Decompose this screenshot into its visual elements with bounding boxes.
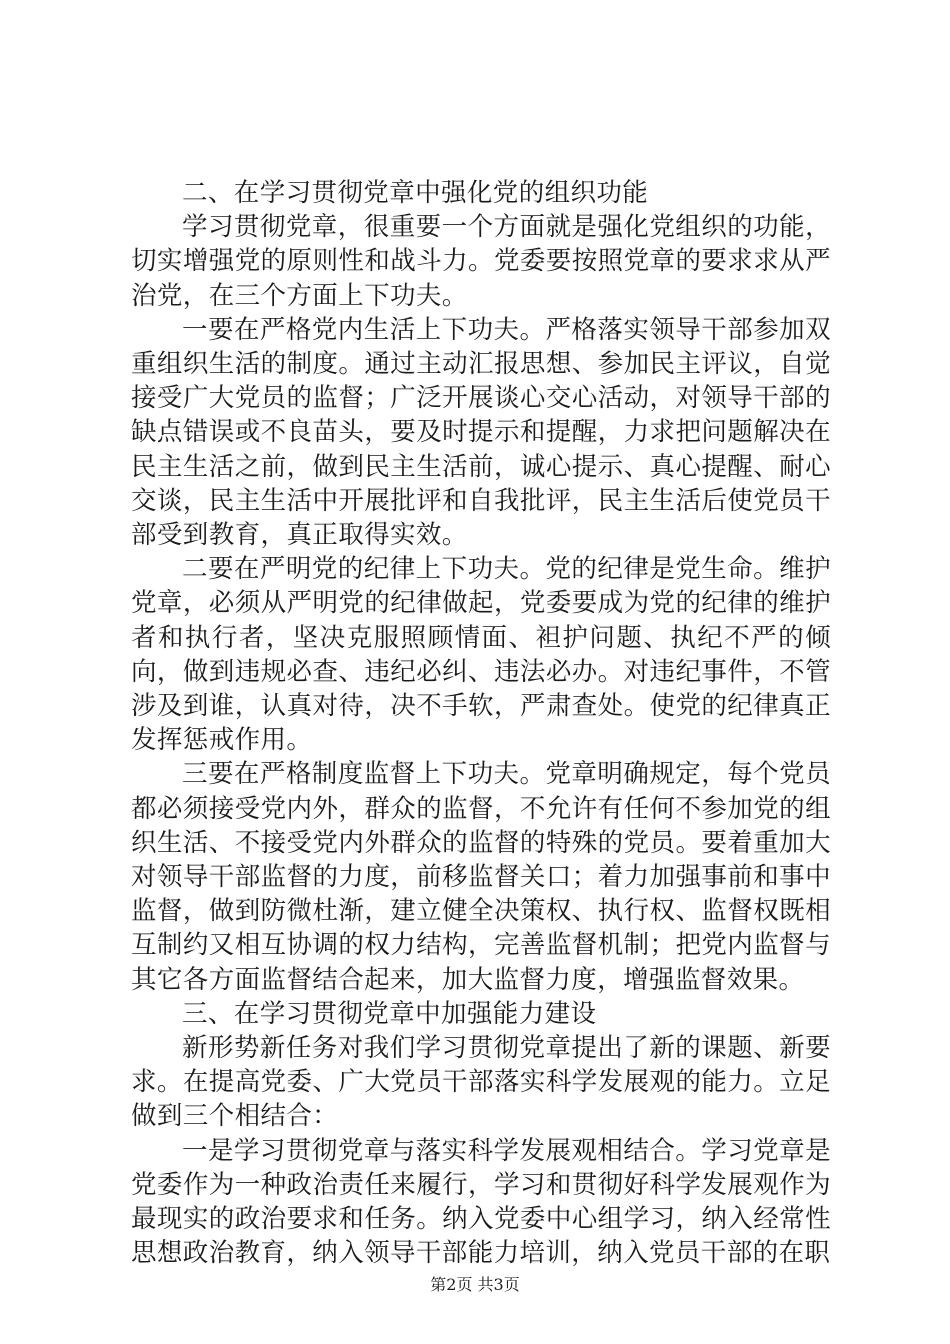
- paragraph-new-tasks: 新形势新任务对我们学习贯彻党章提出了新的课题、新要求。在提高党委、广大党员干部落实科学发展观的能力。立足做到三个相结合：: [131, 1033, 831, 1132]
- section-heading-2: 二、在学习贯彻党章中强化党的组织功能: [182, 178, 649, 208]
- paragraph-intro: 学习贯彻党章，很重要一个方面就是强化党组织的功能，切实增强党的原则性和战斗力。党委要按照党章的要求求从严治党，在三个方面上下功夫。: [131, 212, 831, 311]
- paragraph-point-2: 二要在严明党的纪律上下功夫。党的纪律是党生命。维护党章，必须从严明党的纪律做起，党委要成为党的纪律的维护者和执行者，坚决克服照顾情面、袒护问题、执纪不严的倾向，做到违规必查、违纪必纠、违法必办。对违纪事件，不管涉及到谁，认真对待，决不手软，严肃查处。使党的纪律真正发挥惩戒作用。: [131, 554, 831, 756]
- page-number-footer: 第2页 共3页: [430, 1275, 520, 1294]
- paragraph-combination-1: 一是学习贯彻党章与落实科学发展观相结合。学习党章是党委作为一种政治责任来履行，学习和贯彻好科学发展观作为最现实的政治要求和任务。纳入党委中心组学习，纳入经常性思想政治教育，纳入领导干部能力培训，纳入党员干部的在职: [131, 1135, 831, 1269]
- paragraph-point-3: 三要在严格制度监督上下功夫。党章明确规定，每个党员都必须接受党内外，群众的监督，不允许有任何不参加党的组织生活、不接受党内外群众的监督的特殊的党员。要着重加大对领导干部监督的力度，前移监督关口；着力加强事前和事中监督，做到防微杜渐，建立健全决策权、执行权、监督权既相互制约又相互协调的权力结构，完善监督机制；把党内监督与其它各方面监督结合起来，加大监督力度，增强监督效果。: [131, 759, 831, 995]
- document-body: [131, 176, 831, 1271]
- section-heading-3: 三、在学习贯彻党章中加强能力建设: [182, 998, 597, 1029]
- paragraph-point-1: 一要在严格党内生活上下功夫。严格落实领导干部参加双重组织生活的制度。通过主动汇报思想、参加民主评议，自觉接受广大党员的监督；广泛开展谈心交心活动，对领导干部的缺点错误或不良苗头，要及时提示和提醒，力求把问题解决在民主生活之前，做到民主生活前，诚心提示、真心提醒、耐心交谈，民主生活中开展批评和自我批评，民主生活后使党员干部受到教育，真正取得实效。: [131, 314, 831, 551]
